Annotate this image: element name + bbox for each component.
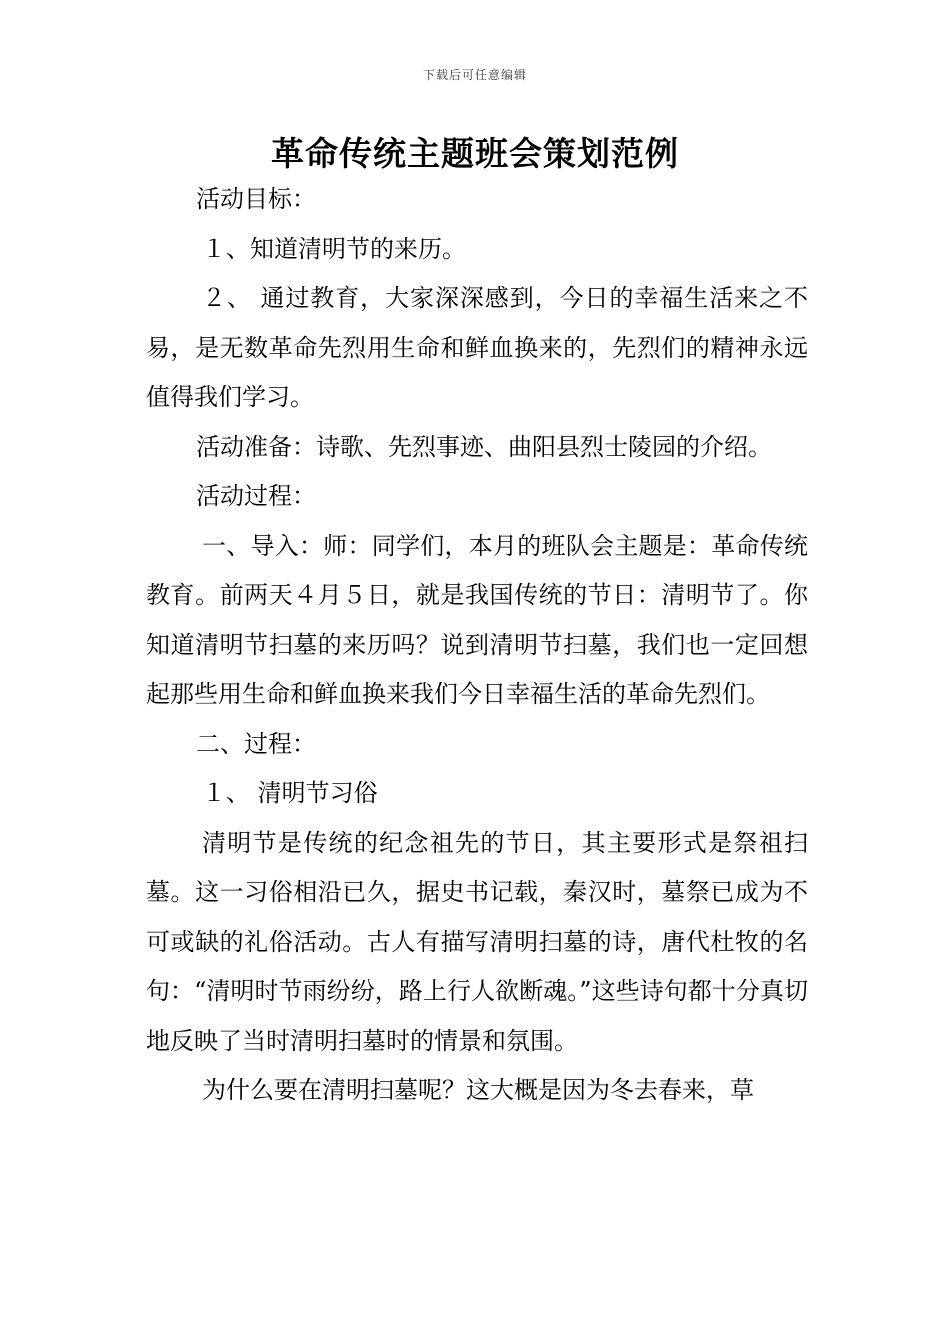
paragraph-intro: 一、导入：师：同学们，本月的班队会主题是：革命传统教育。前两天４月５日，就是我国传统的节日：清明节了。你知道清明节扫墓的来历吗？说到清明节扫墓，我们也一定回想起那些用生命和鲜血换来我们今日幸福生活的革命先烈们。	[146, 531, 808, 708]
paragraph-process-heading: 活动过程：	[196, 482, 316, 510]
header-note: 下载后可任意编辑	[422, 68, 527, 82]
paragraph-goal-2: ２、 通过教育，大家深深感到，今日的幸福生活来之不易，是无数革命先烈用生命和鲜血换来的，先烈们的精神永远值得我们学习。	[146, 284, 808, 411]
document-body	[146, 175, 808, 1116]
paragraph-preparation: 活动准备：诗歌、先烈事迹、曲阳县烈士陵园的介绍。	[196, 432, 772, 461]
paragraph-goals-heading: 活动目标：	[196, 185, 316, 213]
paragraph-goal-1: １、知道清明节的来历。	[202, 234, 466, 263]
paragraph-customs-text: 清明节是传统的纪念祖先的节日，其主要形式是祭祖扫墓。这一习俗相沿已久，据史书记载，秦汉时，墓祭已成为不可或缺的礼俗活动。古人有描写清明扫墓的诗，唐代杜牧的名句：“清明时节雨纷纷，路上行人欲断魂。”这些诗句都十分真切地反映了当时清明扫墓时的情景和氛围。	[146, 828, 808, 1055]
paragraph-section-2-heading: 二、过程：	[196, 729, 316, 758]
paragraph-why-tomb-sweeping: 为什么要在清明扫墓呢？这大概是因为冬去春来，草	[202, 1076, 754, 1104]
document-title: 革命传统主题班会策划范例	[271, 134, 679, 173]
paragraph-customs-heading: １、 清明节习俗	[202, 779, 378, 807]
